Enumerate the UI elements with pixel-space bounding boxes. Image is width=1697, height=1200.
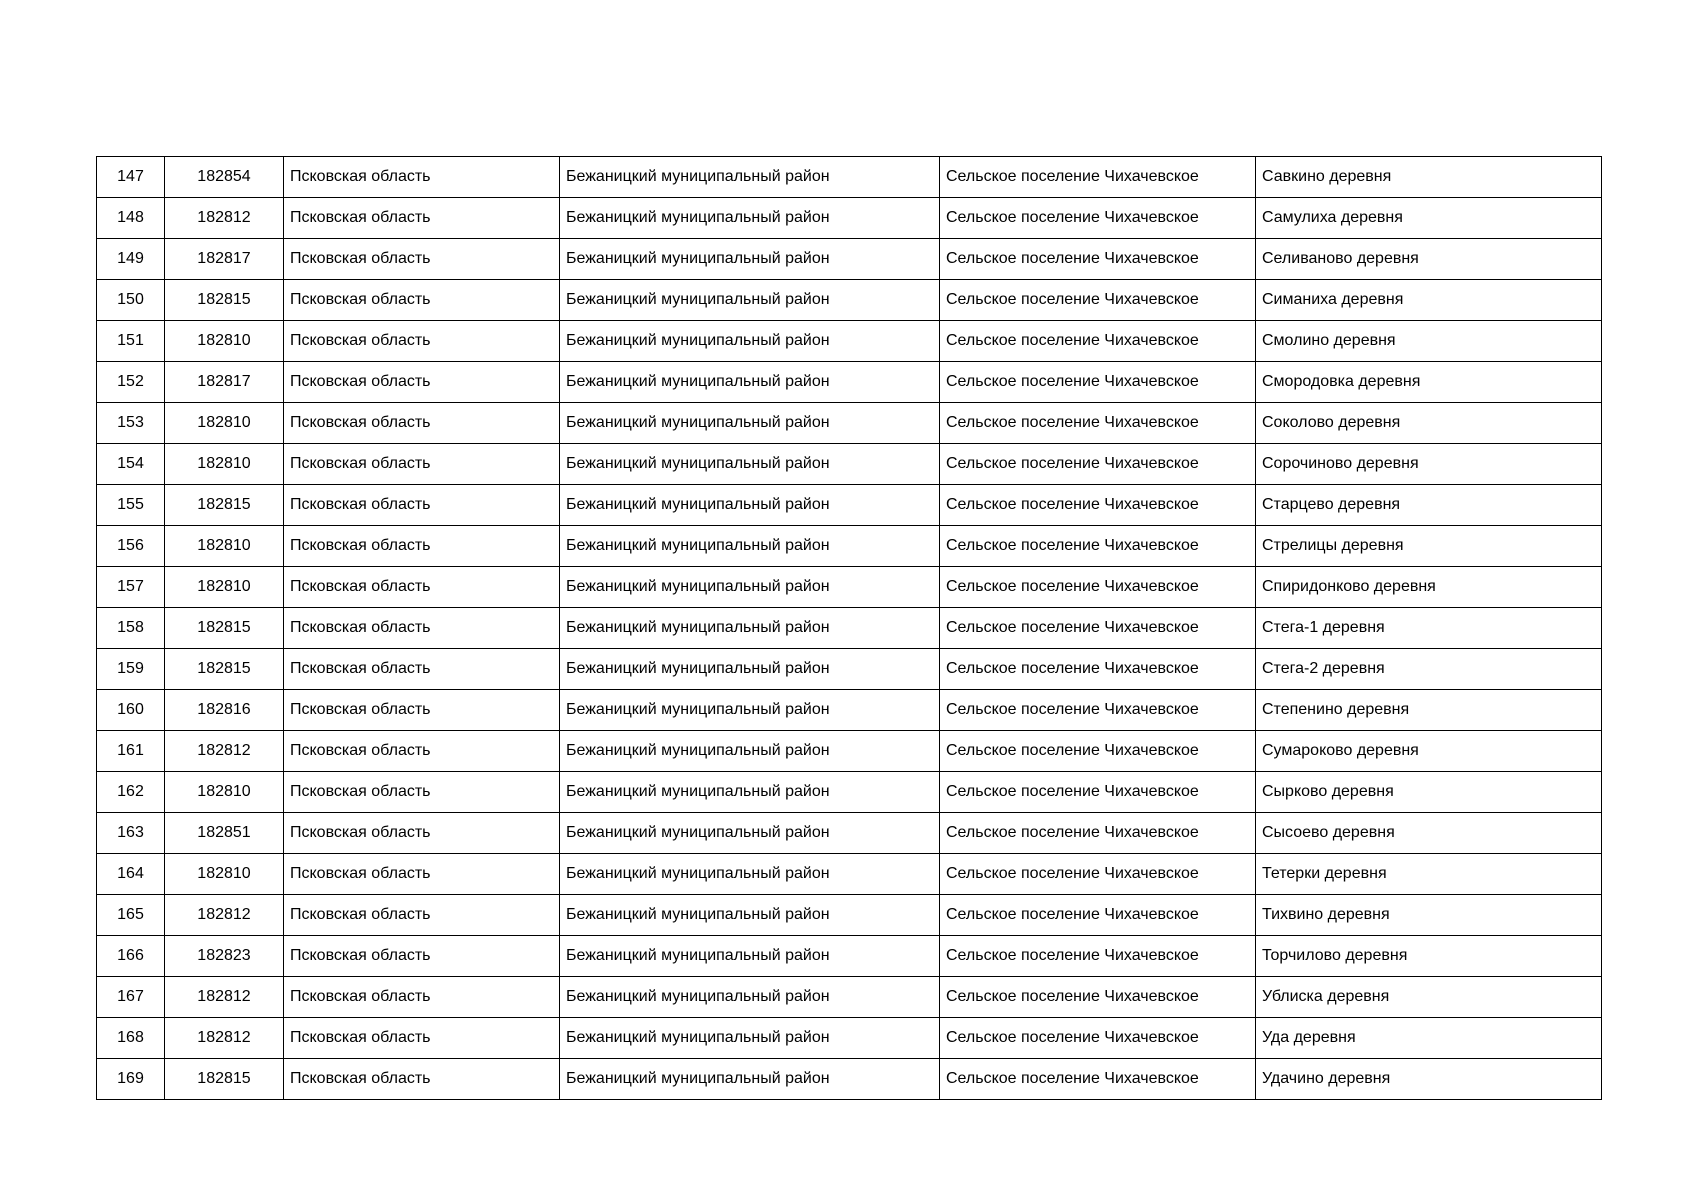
postal-index-cell: 182815 — [165, 1059, 284, 1100]
region-cell: Псковская область — [284, 198, 560, 239]
settlement-cell: Сельское поселение Чихачевское — [940, 649, 1256, 690]
locality-cell: Ублиска деревня — [1256, 977, 1602, 1018]
row-number-cell: 165 — [97, 895, 165, 936]
district-cell: Бежаницкий муниципальный район — [560, 690, 940, 731]
table-row — [97, 977, 1602, 1018]
region-cell: Псковская область — [284, 854, 560, 895]
row-number-cell: 166 — [97, 936, 165, 977]
row-number-cell: 163 — [97, 813, 165, 854]
table-row — [97, 403, 1602, 444]
postal-index-cell: 182816 — [165, 690, 284, 731]
settlement-cell: Сельское поселение Чихачевское — [940, 157, 1256, 198]
table-row — [97, 772, 1602, 813]
postal-index-cell: 182810 — [165, 854, 284, 895]
locality-cell: Уда деревня — [1256, 1018, 1602, 1059]
district-cell: Бежаницкий муниципальный район — [560, 608, 940, 649]
table-row — [97, 444, 1602, 485]
district-cell: Бежаницкий муниципальный район — [560, 239, 940, 280]
table-row — [97, 731, 1602, 772]
table-row — [97, 608, 1602, 649]
postal-index-cell: 182810 — [165, 772, 284, 813]
postal-index-cell: 182810 — [165, 321, 284, 362]
row-number-cell: 155 — [97, 485, 165, 526]
locality-cell: Тетерки деревня — [1256, 854, 1602, 895]
table-row — [97, 854, 1602, 895]
settlement-cell: Сельское поселение Чихачевское — [940, 731, 1256, 772]
district-cell: Бежаницкий муниципальный район — [560, 444, 940, 485]
locality-cell: Соколово деревня — [1256, 403, 1602, 444]
locality-cell: Стега-1 деревня — [1256, 608, 1602, 649]
locality-cell: Спиридонково деревня — [1256, 567, 1602, 608]
district-cell: Бежаницкий муниципальный район — [560, 198, 940, 239]
settlement-cell: Сельское поселение Чихачевское — [940, 936, 1256, 977]
postal-index-cell: 182815 — [165, 608, 284, 649]
region-cell: Псковская область — [284, 895, 560, 936]
table-row — [97, 1059, 1602, 1100]
postal-index-cell: 182817 — [165, 239, 284, 280]
postal-index-cell: 182812 — [165, 731, 284, 772]
postal-index-cell: 182851 — [165, 813, 284, 854]
row-number-cell: 158 — [97, 608, 165, 649]
row-number-cell: 161 — [97, 731, 165, 772]
table-row — [97, 526, 1602, 567]
row-number-cell: 148 — [97, 198, 165, 239]
table-row — [97, 895, 1602, 936]
locality-cell: Старцево деревня — [1256, 485, 1602, 526]
locality-cell: Симаниха деревня — [1256, 280, 1602, 321]
row-number-cell: 167 — [97, 977, 165, 1018]
region-cell: Псковская область — [284, 485, 560, 526]
region-cell: Псковская область — [284, 936, 560, 977]
district-cell: Бежаницкий муниципальный район — [560, 731, 940, 772]
row-number-cell: 151 — [97, 321, 165, 362]
district-cell: Бежаницкий муниципальный район — [560, 936, 940, 977]
district-cell: Бежаницкий муниципальный район — [560, 526, 940, 567]
settlement-cell: Сельское поселение Чихачевское — [940, 895, 1256, 936]
table-row — [97, 198, 1602, 239]
region-cell: Псковская область — [284, 157, 560, 198]
locality-cell: Стега-2 деревня — [1256, 649, 1602, 690]
district-cell: Бежаницкий муниципальный район — [560, 854, 940, 895]
locality-cell: Сумароково деревня — [1256, 731, 1602, 772]
settlement-cell: Сельское поселение Чихачевское — [940, 526, 1256, 567]
region-cell: Псковская область — [284, 280, 560, 321]
district-cell: Бежаницкий муниципальный район — [560, 1018, 940, 1059]
locality-cell: Селиваново деревня — [1256, 239, 1602, 280]
district-cell: Бежаницкий муниципальный район — [560, 813, 940, 854]
region-cell: Псковская область — [284, 1018, 560, 1059]
region-cell: Псковская область — [284, 977, 560, 1018]
region-cell: Псковская область — [284, 731, 560, 772]
table-body — [97, 157, 1602, 1100]
table-row — [97, 239, 1602, 280]
postal-index-cell: 182812 — [165, 198, 284, 239]
locality-cell: Савкино деревня — [1256, 157, 1602, 198]
locality-cell: Стрелицы деревня — [1256, 526, 1602, 567]
district-cell: Бежаницкий муниципальный район — [560, 362, 940, 403]
row-number-cell: 150 — [97, 280, 165, 321]
table-row — [97, 1018, 1602, 1059]
locality-cell: Торчилово деревня — [1256, 936, 1602, 977]
locality-cell: Самулиха деревня — [1256, 198, 1602, 239]
district-cell: Бежаницкий муниципальный район — [560, 1059, 940, 1100]
locality-cell: Смолино деревня — [1256, 321, 1602, 362]
table-row — [97, 157, 1602, 198]
row-number-cell: 157 — [97, 567, 165, 608]
table-row — [97, 690, 1602, 731]
district-cell: Бежаницкий муниципальный район — [560, 977, 940, 1018]
settlement-cell: Сельское поселение Чихачевское — [940, 567, 1256, 608]
row-number-cell: 169 — [97, 1059, 165, 1100]
postal-index-cell: 182812 — [165, 1018, 284, 1059]
settlement-cell: Сельское поселение Чихачевское — [940, 854, 1256, 895]
region-cell: Псковская область — [284, 813, 560, 854]
row-number-cell: 156 — [97, 526, 165, 567]
settlement-cell: Сельское поселение Чихачевское — [940, 198, 1256, 239]
document-page — [96, 156, 1601, 1100]
district-cell: Бежаницкий муниципальный район — [560, 280, 940, 321]
settlement-cell: Сельское поселение Чихачевское — [940, 280, 1256, 321]
locality-cell: Сырково деревня — [1256, 772, 1602, 813]
district-cell: Бежаницкий муниципальный район — [560, 895, 940, 936]
district-cell: Бежаницкий муниципальный район — [560, 649, 940, 690]
locality-cell: Удачино деревня — [1256, 1059, 1602, 1100]
settlement-cell: Сельское поселение Чихачевское — [940, 608, 1256, 649]
table-row — [97, 567, 1602, 608]
district-cell: Бежаницкий муниципальный район — [560, 485, 940, 526]
row-number-cell: 168 — [97, 1018, 165, 1059]
district-cell: Бежаницкий муниципальный район — [560, 567, 940, 608]
settlement-cell: Сельское поселение Чихачевское — [940, 485, 1256, 526]
locality-cell: Тихвино деревня — [1256, 895, 1602, 936]
table-row — [97, 936, 1602, 977]
region-cell: Псковская область — [284, 608, 560, 649]
row-number-cell: 160 — [97, 690, 165, 731]
postal-index-cell: 182817 — [165, 362, 284, 403]
table-row — [97, 280, 1602, 321]
locality-cell: Смородовка деревня — [1256, 362, 1602, 403]
postal-index-cell: 182812 — [165, 977, 284, 1018]
settlement-cell: Сельское поселение Чихачевское — [940, 1018, 1256, 1059]
district-cell: Бежаницкий муниципальный район — [560, 321, 940, 362]
region-cell: Псковская область — [284, 403, 560, 444]
row-number-cell: 159 — [97, 649, 165, 690]
settlement-cell: Сельское поселение Чихачевское — [940, 239, 1256, 280]
row-number-cell: 164 — [97, 854, 165, 895]
table-row — [97, 362, 1602, 403]
district-cell: Бежаницкий муниципальный район — [560, 403, 940, 444]
region-cell: Псковская область — [284, 444, 560, 485]
settlement-cell: Сельское поселение Чихачевское — [940, 1059, 1256, 1100]
region-cell: Псковская область — [284, 649, 560, 690]
row-number-cell: 162 — [97, 772, 165, 813]
locality-table — [96, 156, 1602, 1100]
settlement-cell: Сельское поселение Чихачевское — [940, 444, 1256, 485]
postal-index-cell: 182810 — [165, 526, 284, 567]
region-cell: Псковская область — [284, 772, 560, 813]
locality-cell: Сысоево деревня — [1256, 813, 1602, 854]
settlement-cell: Сельское поселение Чихачевское — [940, 362, 1256, 403]
postal-index-cell: 182810 — [165, 444, 284, 485]
table-row — [97, 321, 1602, 362]
region-cell: Псковская область — [284, 239, 560, 280]
postal-index-cell: 182823 — [165, 936, 284, 977]
row-number-cell: 154 — [97, 444, 165, 485]
region-cell: Псковская область — [284, 1059, 560, 1100]
locality-cell: Сорочиново деревня — [1256, 444, 1602, 485]
table-row — [97, 649, 1602, 690]
region-cell: Псковская область — [284, 362, 560, 403]
settlement-cell: Сельское поселение Чихачевское — [940, 977, 1256, 1018]
postal-index-cell: 182812 — [165, 895, 284, 936]
locality-cell: Степенино деревня — [1256, 690, 1602, 731]
settlement-cell: Сельское поселение Чихачевское — [940, 321, 1256, 362]
settlement-cell: Сельское поселение Чихачевское — [940, 690, 1256, 731]
region-cell: Псковская область — [284, 321, 560, 362]
row-number-cell: 153 — [97, 403, 165, 444]
postal-index-cell: 182815 — [165, 280, 284, 321]
district-cell: Бежаницкий муниципальный район — [560, 772, 940, 813]
region-cell: Псковская область — [284, 567, 560, 608]
region-cell: Псковская область — [284, 526, 560, 567]
settlement-cell: Сельское поселение Чихачевское — [940, 403, 1256, 444]
postal-index-cell: 182854 — [165, 157, 284, 198]
settlement-cell: Сельское поселение Чихачевское — [940, 813, 1256, 854]
postal-index-cell: 182810 — [165, 567, 284, 608]
district-cell: Бежаницкий муниципальный район — [560, 157, 940, 198]
postal-index-cell: 182810 — [165, 403, 284, 444]
postal-index-cell: 182815 — [165, 485, 284, 526]
settlement-cell: Сельское поселение Чихачевское — [940, 772, 1256, 813]
table-row — [97, 813, 1602, 854]
region-cell: Псковская область — [284, 690, 560, 731]
row-number-cell: 147 — [97, 157, 165, 198]
row-number-cell: 149 — [97, 239, 165, 280]
table-row — [97, 485, 1602, 526]
row-number-cell: 152 — [97, 362, 165, 403]
postal-index-cell: 182815 — [165, 649, 284, 690]
